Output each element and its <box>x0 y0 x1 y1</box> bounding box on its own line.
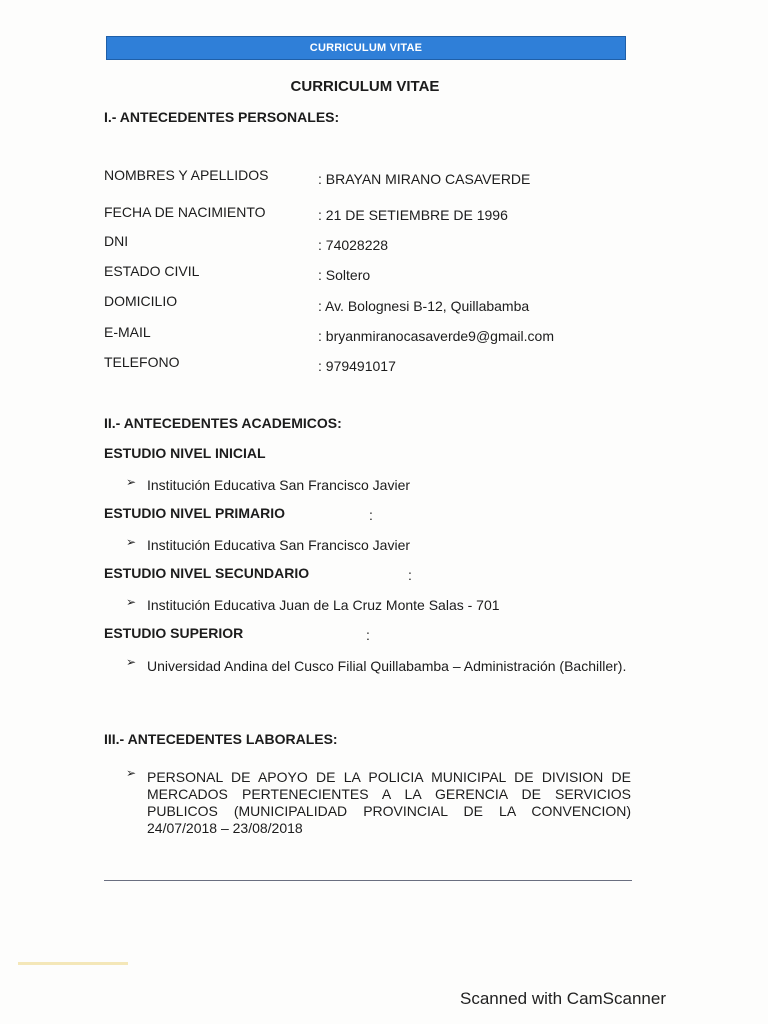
bullet-arrow-icon: ➢ <box>126 595 137 609</box>
field-value-email: : bryanmiranocasaverde9@gmail.com <box>318 328 554 344</box>
field-value-name: : BRAYAN MIRANO CASAVERDE <box>318 171 531 187</box>
level-colon-primary: : <box>369 507 373 523</box>
work-item <box>147 769 631 837</box>
field-value-phone: : 979491017 <box>318 358 396 374</box>
field-value-civil-status: : Soltero <box>318 267 371 283</box>
section-heading-academic: II.- ANTECEDENTES ACADEMICOS: <box>104 415 342 431</box>
field-label-email: E-MAIL <box>104 324 151 340</box>
banner-label: CURRICULUM VITAE <box>309 42 423 54</box>
field-label-address: DOMICILIO <box>104 293 178 309</box>
level-label-secondary: ESTUDIO NIVEL SECUNDARIO <box>104 565 310 581</box>
section-heading-work: III.- ANTECEDENTES LABORALES: <box>104 731 338 747</box>
level-item-initial: Institución Educativa San Francisco Javier <box>147 477 411 493</box>
level-label-primary: ESTUDIO NIVEL PRIMARIO <box>104 505 285 521</box>
level-colon-secondary: : <box>408 567 412 583</box>
field-value-dni: : 74028228 <box>318 237 389 253</box>
field-label-phone: TELEFONO <box>104 354 180 370</box>
level-label-higher: ESTUDIO SUPERIOR <box>104 625 244 641</box>
level-item-primary: Institución Educativa San Francisco Javier <box>147 537 411 553</box>
field-value-birthdate: : 21 DE SETIEMBRE DE 1996 <box>318 207 508 223</box>
footer-divider <box>104 880 632 881</box>
level-label-initial: ESTUDIO NIVEL INICIAL <box>104 445 266 461</box>
field-label-birthdate: FECHA DE NACIMIENTO <box>104 204 266 220</box>
bullet-arrow-icon: ➢ <box>126 535 137 549</box>
field-label-name: NOMBRES Y APELLIDOS <box>104 167 269 183</box>
scanner-watermark: Scanned with CamScanner <box>460 989 667 1008</box>
document-title: CURRICULUM VITAE <box>290 78 440 95</box>
field-value-address: : Av. Bolognesi B-12, Quillabamba <box>318 298 530 314</box>
bullet-arrow-icon: ➢ <box>126 766 137 780</box>
bullet-arrow-icon: ➢ <box>126 475 137 489</box>
level-colon-higher: : <box>366 627 370 643</box>
scan-artifact <box>18 962 128 965</box>
level-item-secondary: Institución Educativa Juan de La Cruz Monte Salas - 701 <box>147 597 500 613</box>
work-item-description: PERSONAL DE APOYO DE LA POLICIA MUNICIPAL DE DIVISION DE MERCADOS PERTENECIENTES A LA GERENCIA DE SERVICIOS PUBLICOS (MUNICIPALIDAD PROVINCIAL DE LA CONVENCION) <box>147 769 631 819</box>
field-label-dni: DNI <box>104 233 129 249</box>
section-heading-personal: I.- ANTECEDENTES PERSONALES: <box>104 109 340 125</box>
header-banner <box>106 36 626 60</box>
field-label-civil-status: ESTADO CIVIL <box>104 263 200 279</box>
level-item-higher: Universidad Andina del Cusco Filial Quillabamba – Administración (Bachiller). <box>147 658 627 674</box>
work-item-dates: 24/07/2018 – 23/08/2018 <box>147 820 303 836</box>
bullet-arrow-icon: ➢ <box>126 655 137 669</box>
